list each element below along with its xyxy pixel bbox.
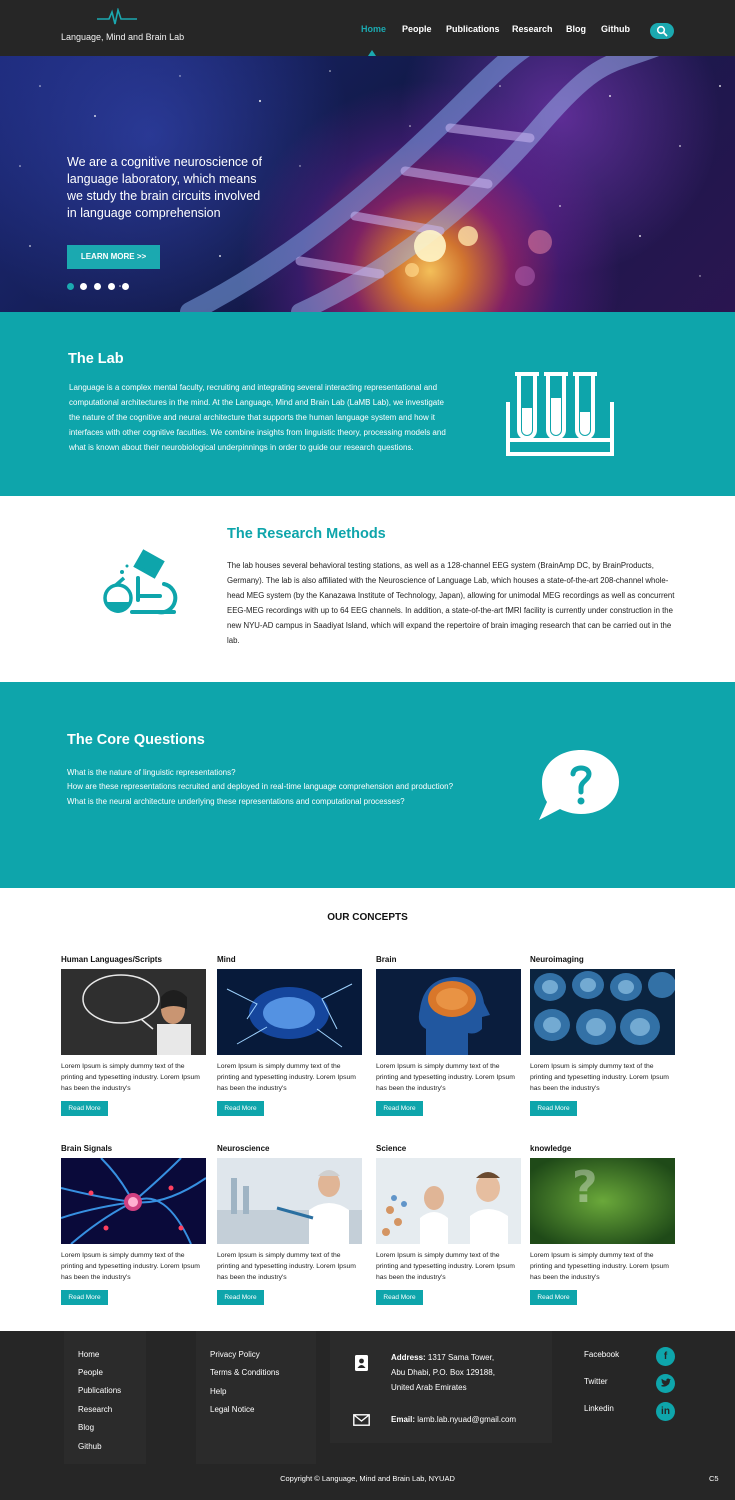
card-title: knowledge: [530, 1144, 572, 1153]
envelope-icon: [353, 1414, 370, 1426]
read-more-button[interactable]: Read More: [61, 1101, 108, 1116]
concept-image-science[interactable]: [376, 1158, 521, 1244]
card-title: Neuroimaging: [530, 955, 584, 964]
hero-tagline: We are a cognitive neuroscience of language laboratory, which means we study the brain circuits involved in language comprehension: [67, 155, 263, 220]
card-text: Lorem Ipsum is simply dummy text of the printing and typesetting industry. Lorem Ipsum has been the industry's: [61, 1252, 200, 1281]
lab-title: The Lab: [68, 351, 124, 367]
nav-publications[interactable]: Publications: [446, 24, 500, 34]
core-question-2: How are these representations recruited and deployed in real-time language comprehension and production?: [67, 782, 454, 791]
concept-image-brain-signals[interactable]: [61, 1158, 206, 1244]
concept-card: [217, 1144, 363, 1314]
read-more-button[interactable]: Read More: [376, 1101, 423, 1116]
the-lab-section: [0, 312, 735, 496]
research-methods-section: [0, 496, 735, 682]
email-address[interactable]: lamb.lab.nyuad@gmail.com: [417, 1415, 517, 1424]
concept-card: [530, 1144, 676, 1314]
concept-card: [61, 1144, 207, 1314]
footer-link-home[interactable]: Home: [78, 1350, 100, 1359]
read-more-button[interactable]: Read More: [217, 1290, 264, 1305]
core-title: The Core Questions: [67, 732, 205, 748]
footer-link-people[interactable]: People: [78, 1368, 103, 1377]
social-label-facebook[interactable]: Facebook: [584, 1350, 620, 1359]
concept-card: [376, 955, 522, 1125]
card-title: Brain Signals: [61, 1144, 113, 1153]
logo-text: Language, Mind and Brain Lab: [61, 32, 185, 42]
core-question-1: What is the nature of linguistic representations?: [67, 768, 236, 777]
concept-image-mind[interactable]: [217, 969, 362, 1055]
svg-text:?: ?: [572, 1162, 598, 1213]
card-title: Mind: [217, 955, 236, 964]
learn-more-button[interactable]: LEARN MORE >>: [67, 245, 160, 269]
card-text: Lorem Ipsum is simply dummy text of the printing and typesetting industry. Lorem Ipsum has been the industry's: [217, 1252, 356, 1281]
footer-link-publications[interactable]: Publications: [78, 1386, 122, 1395]
email-label: Email:: [391, 1415, 416, 1424]
address-label: Address:: [391, 1353, 426, 1362]
concept-image-neuroscience[interactable]: [217, 1158, 362, 1244]
card-title: Brain: [376, 955, 397, 964]
card-title: Neuroscience: [217, 1144, 270, 1153]
concept-card: [61, 955, 207, 1125]
social-label-linkedin[interactable]: Linkedin: [584, 1404, 614, 1413]
facebook-icon[interactable]: f: [656, 1347, 675, 1366]
microscope-icon: [102, 548, 178, 618]
card-text: Lorem Ipsum is simply dummy text of the printing and typesetting industry. Lorem Ipsum has been the industry's: [376, 1063, 515, 1092]
footer-link-github[interactable]: Github: [78, 1442, 102, 1451]
methods-body: The lab houses several behavioral testing stations, as well as a 128-channel EEG system (BrainAmp DC, by BrainProducts, Germany). The lab is also affiliated with the Neuroscience of Language Lab, which houses a state-of-the-art 208-channel whole-head MEG system (by the Kanazawa Institute of Technology, Japan), allowing for unimodal MEG recordings as well as concurrent EEG-MEG recordings with up to 64 EEG channels. In addition, a state-of-the-art fMRI facility is currently under construction in the new NYU-AD campus in Saadiyat Island, which will expand the repertoire of brain imaging research that can be carried out in the lab.: [227, 561, 675, 645]
concept-image-brain[interactable]: [376, 969, 521, 1055]
concept-image-human-languages[interactable]: [61, 969, 206, 1055]
card-text: Lorem Ipsum is simply dummy text of the printing and typesetting industry. Lorem Ipsum has been the industry's: [530, 1252, 669, 1281]
twitter-icon[interactable]: [656, 1374, 675, 1393]
site-header: [0, 0, 735, 56]
nav-github[interactable]: Github: [601, 24, 630, 34]
concepts-title: OUR CONCEPTS: [327, 912, 408, 923]
footer-link-research[interactable]: Research: [78, 1405, 113, 1414]
read-more-button[interactable]: Read More: [217, 1101, 264, 1116]
card-text: Lorem Ipsum is simply dummy text of the printing and typesetting industry. Lorem Ipsum has been the industry's: [376, 1252, 515, 1281]
lab-body: Language is a complex mental faculty, recruiting and integrating several interacting representational and computational architectures in the mind. At the Language, Mind and Brain Lab (LaMB Lab), we investigate the nature of the cognitive and neural architecture that supports the human language system and how it interfaces with other cognitive faculties. We combine insights from linguistic theory, processing models and what is known about their neurobiological underpinnings in order to guide our research questions.: [69, 383, 446, 452]
methods-title: The Research Methods: [227, 526, 386, 542]
footer-link-legal[interactable]: Legal Notice: [210, 1405, 255, 1414]
linkedin-icon[interactable]: in: [656, 1402, 675, 1421]
concept-card: [530, 955, 676, 1125]
read-more-button[interactable]: Read More: [530, 1290, 577, 1305]
card-text: Lorem Ipsum is simply dummy text of the printing and typesetting industry. Lorem Ipsum has been the industry's: [61, 1063, 200, 1092]
nav-people[interactable]: People: [402, 24, 432, 34]
address-line-3: United Arab Emirates: [391, 1383, 467, 1392]
concept-image-neuroimaging[interactable]: [530, 969, 675, 1055]
card-text: Lorem Ipsum is simply dummy text of the printing and typesetting industry. Lorem Ipsum has been the industry's: [217, 1063, 356, 1092]
search-icon: [656, 25, 668, 37]
hero-banner: [0, 56, 735, 312]
address-line-1: [391, 1353, 494, 1362]
core-questions-section: [0, 682, 735, 888]
read-more-button[interactable]: Read More: [376, 1290, 423, 1305]
read-more-button[interactable]: Read More: [61, 1290, 108, 1305]
footer-link-terms[interactable]: Terms & Conditions: [210, 1368, 280, 1377]
email-line: [391, 1415, 516, 1424]
footer-link-privacy[interactable]: Privacy Policy: [210, 1350, 260, 1359]
slider-dot-4[interactable]: [108, 283, 115, 290]
footer-link-help[interactable]: Help: [210, 1387, 227, 1396]
pulse-logo-icon: [97, 8, 137, 26]
core-question-3: What is the neural architecture underlying these representations and computational processes?: [67, 797, 405, 806]
read-more-button[interactable]: Read More: [530, 1101, 577, 1116]
speech-bubble-question-icon: [535, 748, 623, 822]
card-text: Lorem Ipsum is simply dummy text of the printing and typesetting industry. Lorem Ipsum has been the industry's: [530, 1063, 669, 1092]
address-line-2: Abu Dhabi, P.O. Box 129188,: [391, 1368, 495, 1377]
address-street: 1317 Sama Tower,: [427, 1353, 495, 1362]
search-button[interactable]: [650, 23, 674, 39]
footer-col-links: [64, 1331, 146, 1464]
address-book-icon: [354, 1354, 369, 1372]
concept-card: [217, 955, 363, 1125]
site-logo[interactable]: [61, 8, 191, 48]
card-title: Science: [376, 1144, 407, 1153]
concept-card: [376, 1144, 522, 1314]
concept-image-knowledge[interactable]: [530, 1158, 675, 1244]
test-tubes-icon: [505, 372, 615, 458]
footer-link-blog[interactable]: Blog: [78, 1423, 95, 1432]
nav-blog[interactable]: Blog: [566, 24, 586, 34]
corner-label: C5: [709, 1474, 719, 1483]
copyright-text: Copyright © Language, Mind and Brain Lab, NYUAD: [280, 1474, 455, 1483]
nav-research[interactable]: Research: [512, 24, 553, 34]
slider-dot-5[interactable]: [122, 283, 129, 290]
slider-dot-1[interactable]: [67, 283, 74, 290]
card-title: Human Languages/Scripts: [61, 955, 162, 964]
social-label-twitter[interactable]: Twitter: [584, 1377, 608, 1386]
slider-dot-3[interactable]: [94, 283, 101, 290]
nav-home[interactable]: Home: [361, 24, 387, 34]
slider-dot-2[interactable]: [80, 283, 87, 290]
